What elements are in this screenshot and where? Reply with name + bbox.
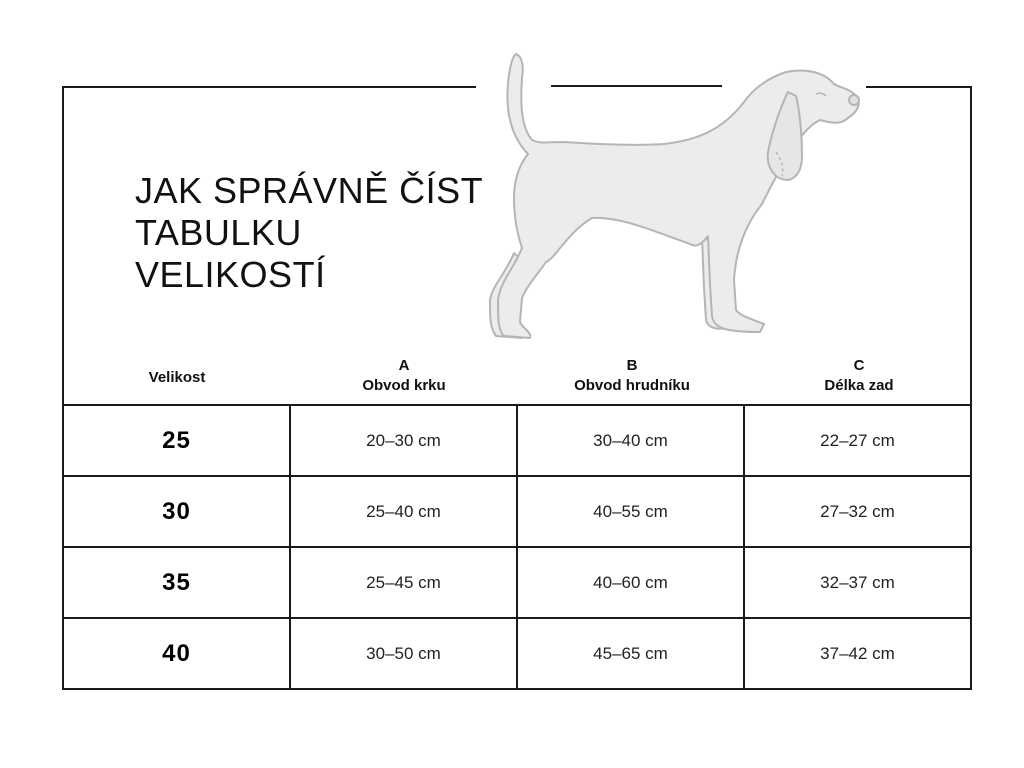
title-line-3: VELIKOSTÍ	[135, 254, 326, 295]
header-neck-letter: A	[398, 357, 410, 374]
title-line-2: TABULKU	[135, 212, 302, 253]
header-back-label: Délka zad	[824, 377, 894, 394]
table-row	[63, 547, 971, 618]
header-chest	[519, 356, 745, 404]
back-cell: 37–42 cm	[744, 618, 971, 689]
chest-cell: 45–65 cm	[517, 618, 744, 689]
neck-cell: 25–45 cm	[290, 547, 517, 618]
chest-cell: 40–60 cm	[517, 547, 744, 618]
header-neck-label: Obvod krku	[362, 377, 446, 394]
table-row	[63, 405, 971, 476]
chest-cell: 40–55 cm	[517, 476, 744, 547]
dog-illustration	[484, 48, 864, 344]
frame-top-right	[866, 86, 972, 88]
table-row	[63, 476, 971, 547]
dog-body	[498, 54, 859, 338]
page-title	[135, 170, 483, 296]
frame-top-left	[62, 86, 476, 88]
size-table	[62, 404, 972, 690]
header-neck	[291, 356, 517, 404]
neck-cell: 30–50 cm	[290, 618, 517, 689]
dog-nose	[849, 95, 859, 105]
header-back-letter: C	[853, 357, 865, 374]
neck-cell: 25–40 cm	[290, 476, 517, 547]
neck-cell: 20–30 cm	[290, 405, 517, 476]
header-chest-label: Obvod hrudníku	[574, 377, 690, 394]
table-row	[63, 618, 971, 689]
chest-cell: 30–40 cm	[517, 405, 744, 476]
size-cell: 25	[63, 405, 290, 476]
title-line-1: JAK SPRÁVNĚ ČÍST	[135, 170, 484, 211]
header-chest-letter: B	[626, 357, 638, 374]
size-cell: 40	[63, 618, 290, 689]
back-cell: 32–37 cm	[744, 547, 971, 618]
size-cell: 30	[63, 476, 290, 547]
header-size-label: Velikost	[148, 369, 206, 386]
header-back	[747, 356, 971, 404]
back-cell: 22–27 cm	[744, 405, 971, 476]
back-cell: 27–32 cm	[744, 476, 971, 547]
size-cell: 35	[63, 547, 290, 618]
